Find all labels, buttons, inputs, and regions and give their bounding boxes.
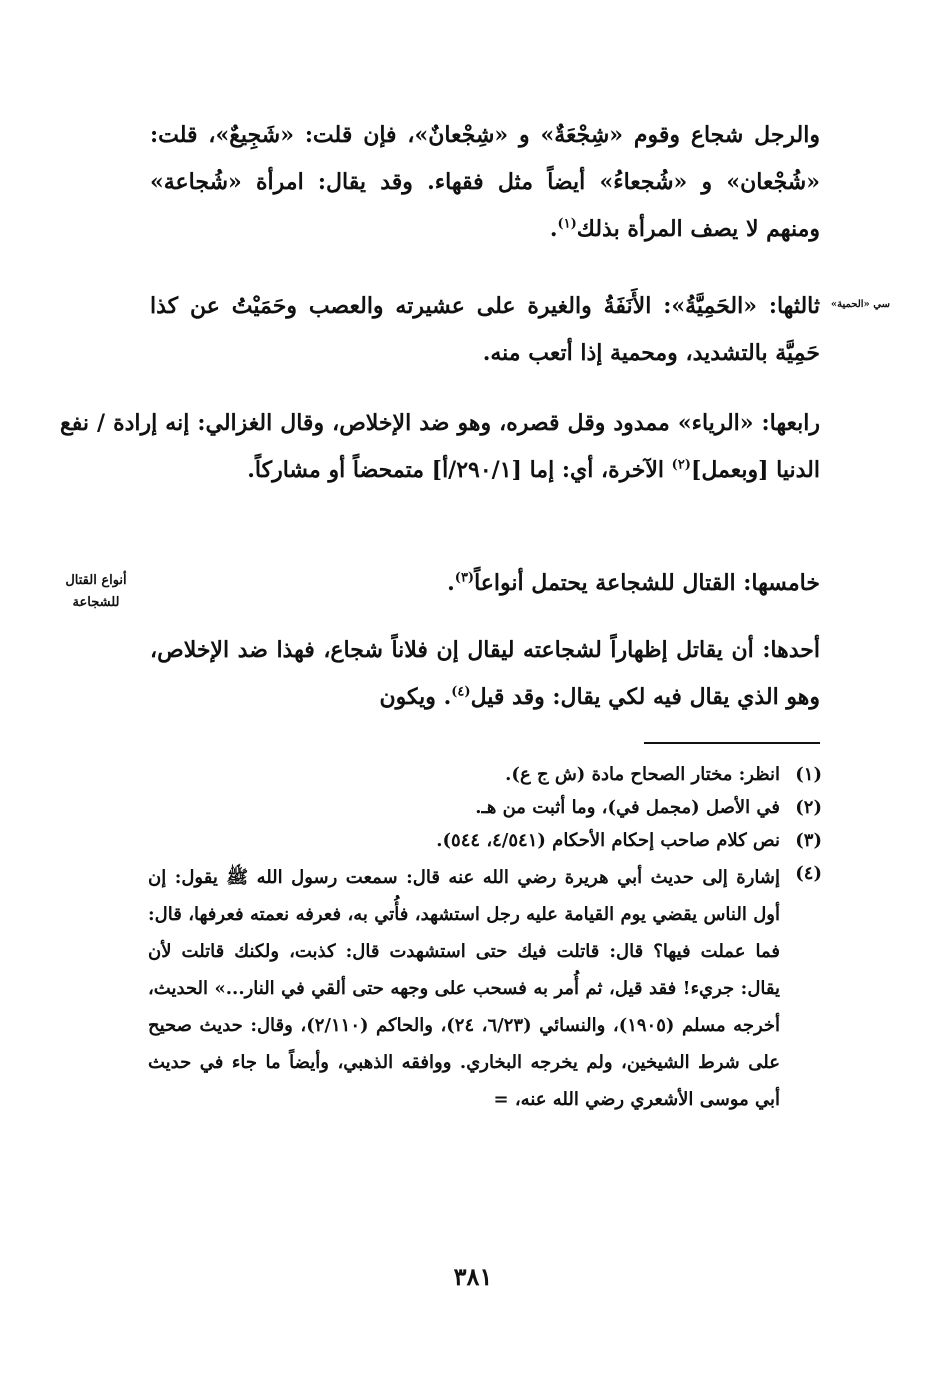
paragraph-text: أن يقاتل إظهاراً لشجاعته ليقال إن فلاناً شجاع، فهذا ضد الإخلاص، وهو الذي يقال فيه لكي يقال: وقد قيل xyxy=(150,637,820,710)
page-number: ٣٨١ xyxy=(453,1262,493,1291)
paragraph-end: . xyxy=(549,216,558,242)
footnote-number: (٣) xyxy=(795,830,822,851)
margin-note-types-of-fighting xyxy=(52,570,140,614)
footnote-text: في الأصل (مجمل في)، وما أثبت من هـ. xyxy=(475,797,780,818)
paragraph-text: رابعها: «الرياء» ممدود وقل قصره، وهو ضد الإخلاص، وقال الغزالي: إنه إرادة / نفع الدنيا [وبعمل] xyxy=(60,410,820,483)
footnote-4 xyxy=(148,859,822,1118)
paragraph-end: . xyxy=(447,570,455,596)
paragraph-first-type xyxy=(150,627,820,721)
paragraph-label: أحدها: xyxy=(762,637,820,663)
footnote-ref-1: (١) xyxy=(557,216,577,232)
footnote-text: نص كلام صاحب إحكام الأحكام (٤/٥٤١، ٥٤٤). xyxy=(436,830,780,851)
margin-note-hamiyya: سي «الحمية» xyxy=(830,299,890,310)
footnote-number: (١) xyxy=(795,764,822,785)
footnote-ref-2: (٢) xyxy=(671,457,691,473)
footnote-1 xyxy=(148,760,822,789)
footnote-number: (٤) xyxy=(795,863,822,884)
paragraph-fifth-fighting xyxy=(150,560,820,607)
footnote-text: إشارة إلى حديث أبي هريرة رضي الله عنه قال: سمعت رسول الله ﷺ يقول: إن أول الناس يقضي يوم القيامة عليه رجل استشهد، فأُتي به، فعرفه نعمته فعرفها، قال: فما عملت فيها؟ قال: قاتلت فيك حتى استشهدت قال: كذبت، ولكنك قاتلت لأن يقال: جريء! فقد قيل، ثم أُمر به فسحب على وجهه حتى ألقي في النار...» الحديث، أخرجه مسلم (١٩٠٥)، والنسائي (٦/٢٣، ٢٤)، والحاكم (٢/١١٠)، وقال: حديث صحيح على شرط الشيخين، ولم يخرجه البخاري. ووافقه الذهبي، وأيضاً ما جاء في حديث أبي موسى الأشعري رضي الله عنه، = xyxy=(148,867,781,1110)
footnote-separator xyxy=(644,742,820,744)
footnote-text: انظر: مختار الصحاح مادة (ش ج ع). xyxy=(505,764,780,785)
footnotes xyxy=(148,760,822,1122)
paragraph-third-hamiyya xyxy=(150,283,820,377)
paragraph-text: خامسها: القتال للشجاعة يحتمل أنواعاً xyxy=(474,570,820,596)
paragraph-fourth-riya xyxy=(60,400,820,494)
paragraph-text-cont: الآخرة، أي: إما [٢٩٠/١/أ] متمحضاً أو مشاركاً. xyxy=(247,457,672,483)
margin-note-line: أنواع القتال xyxy=(65,573,127,588)
paragraph-text: والرجل شجاع وقوم «شِجْعَةٌ» و «شِجْعانٌ»، فإن قلت: «شَجِيعٌ»، قلت: «شُجْعان» و «شُجعاءُ» أيضاً مثل فقهاء. وقد يقال: امرأة «شُجاعة» ومنهم لا يصف المرأة بذلك xyxy=(150,122,820,242)
footnote-ref-4: (٤) xyxy=(451,684,471,700)
footnote-number: (٢) xyxy=(795,797,822,818)
paragraph-label: ثالثها: xyxy=(768,293,820,319)
paragraph-brave-man xyxy=(150,112,820,253)
footnote-3 xyxy=(148,826,822,855)
margin-note-line: للشجاعة xyxy=(72,595,120,610)
paragraph-text: «الحَمِيَّةُ»: الأَنَفَةُ والغيرة على عشيرته والعصب وحَمَيْتُ عن كذا حَمِيَّة بالتشديد، ومحمية إذا أتعب منه. xyxy=(150,293,820,366)
paragraph-text-cont: . ويكون xyxy=(379,684,452,710)
footnote-2 xyxy=(148,793,822,822)
footnote-ref-3: (٣) xyxy=(454,570,475,586)
